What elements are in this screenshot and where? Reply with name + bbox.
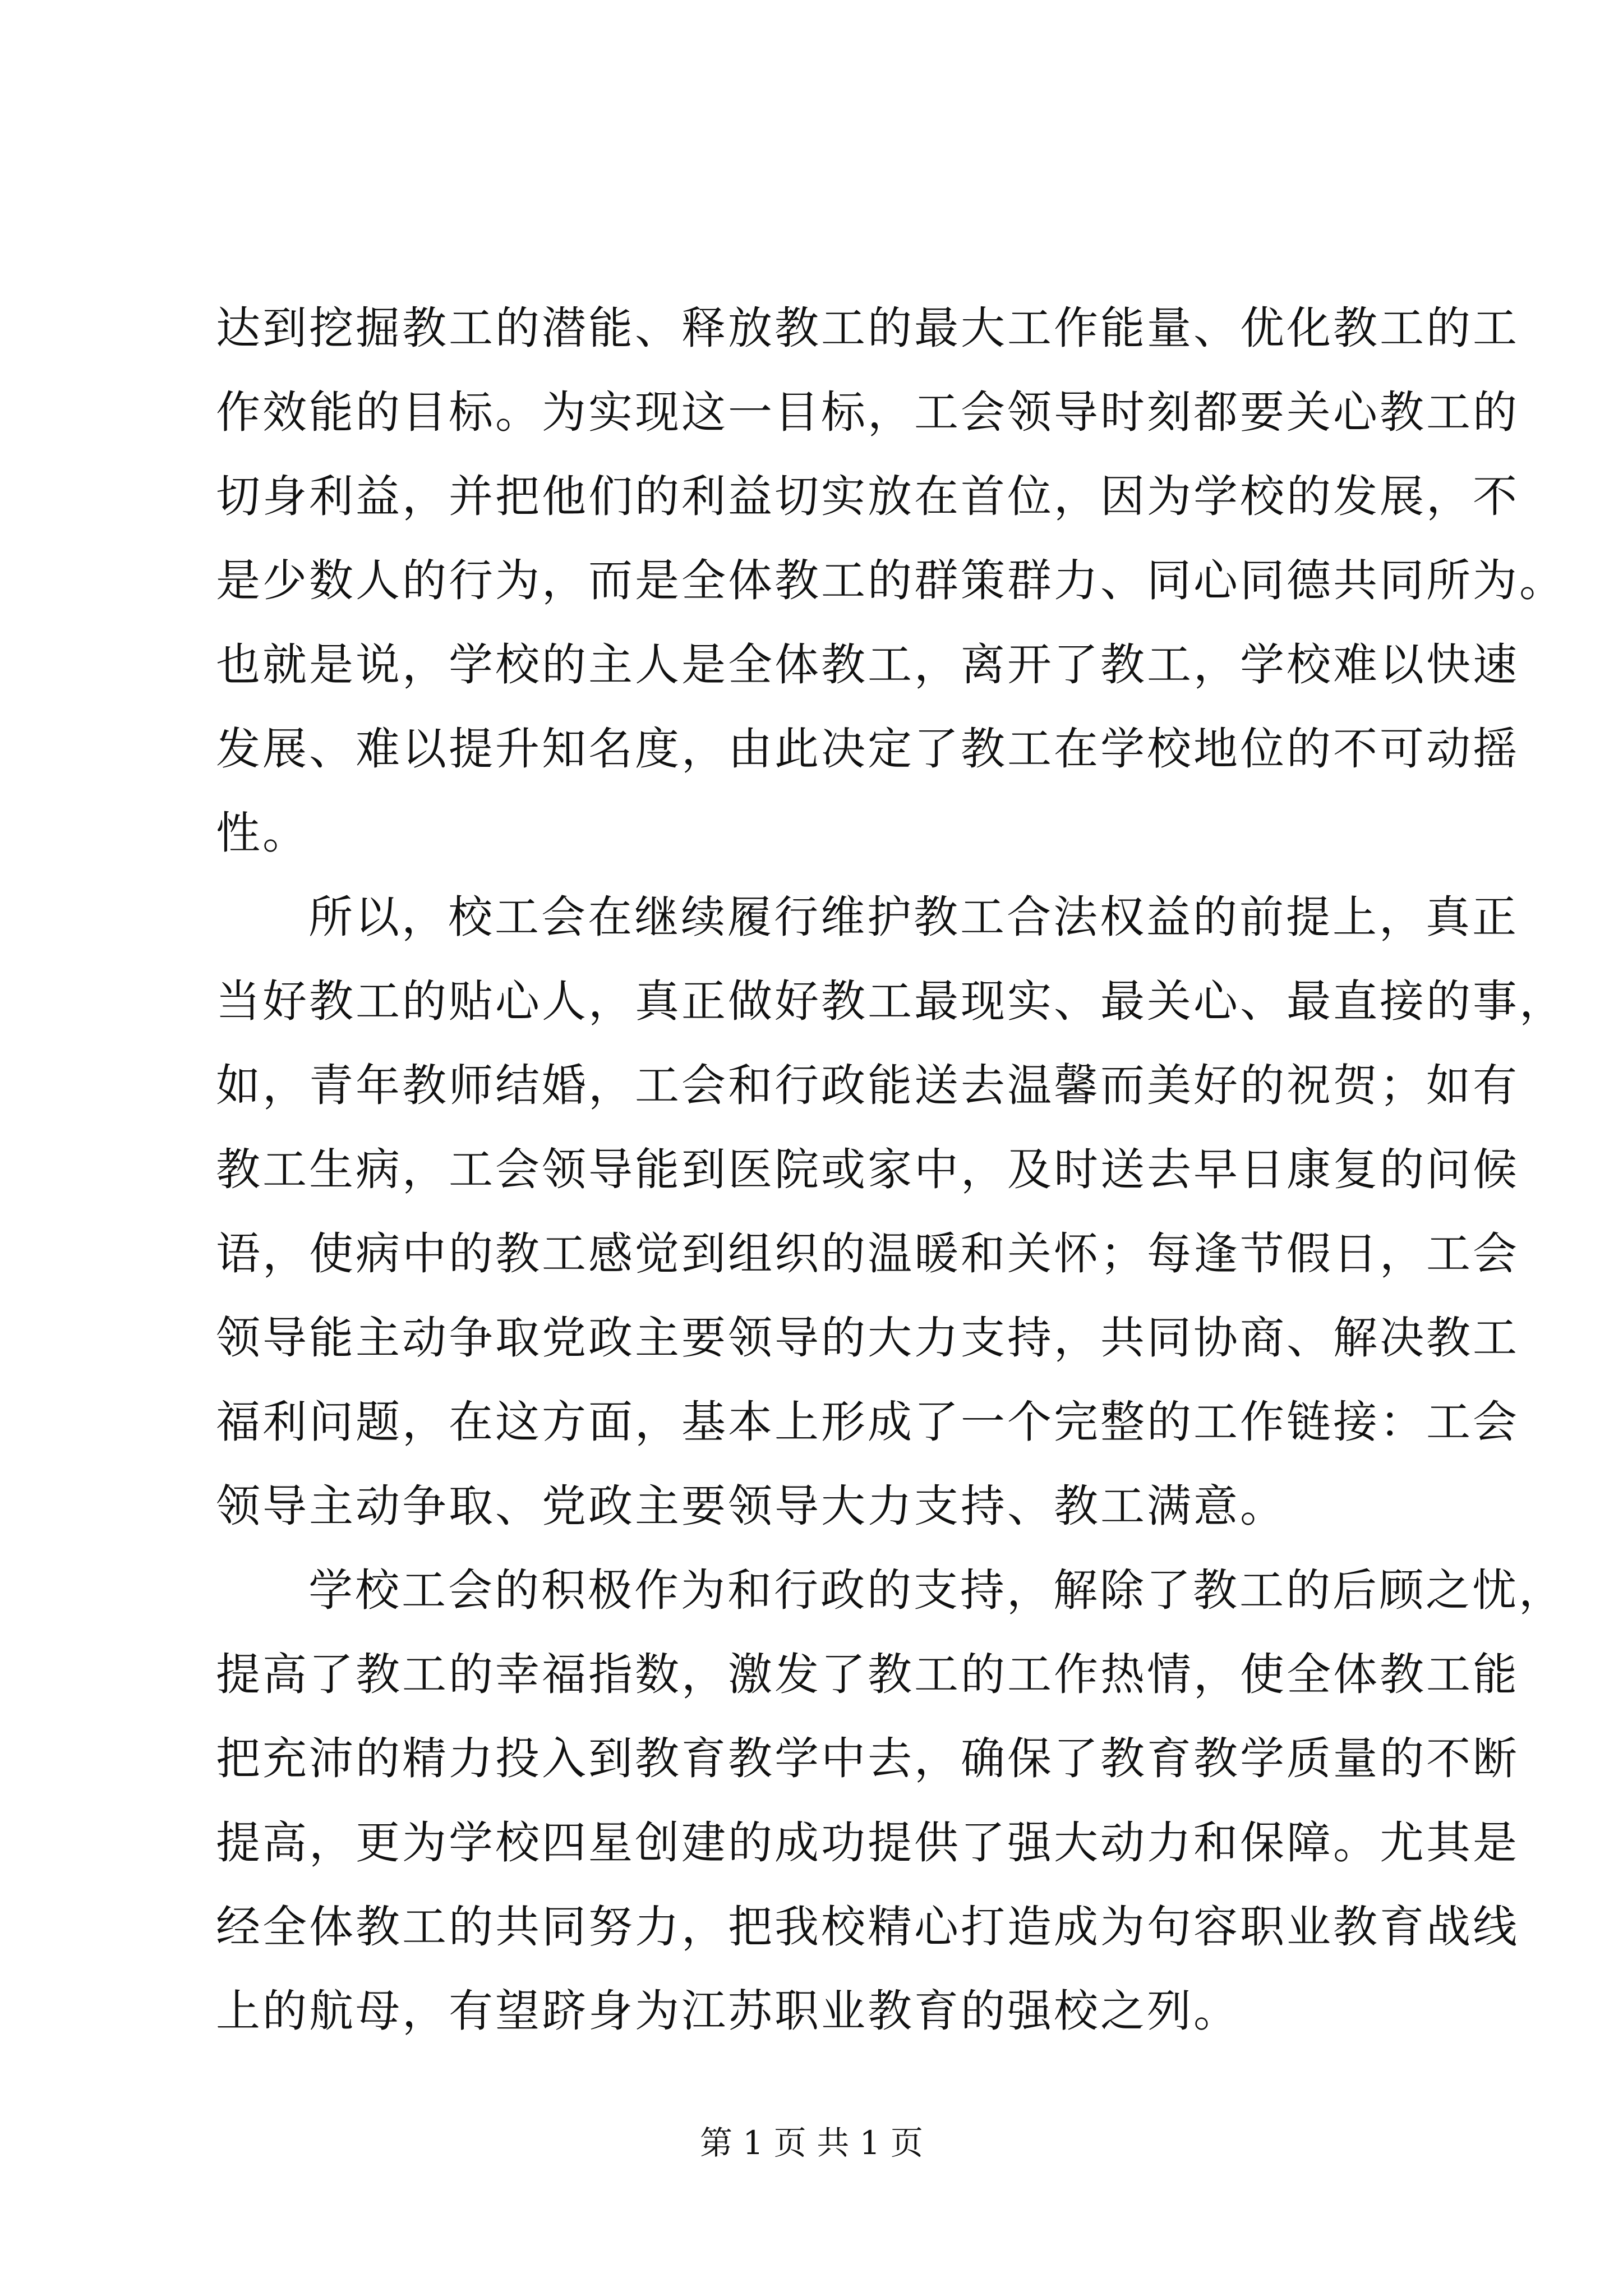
text-line: 也就是说，学校的主人是全体教工，离开了教工，学校难以快速: [216, 639, 1519, 691]
paragraph-start-line: 学校工会的积极作为和行政的支持，解除了教工的后顾之忧，: [308, 1565, 1565, 1616]
text-line: 上的航母，有望跻身为江苏职业教育的强校之列。: [216, 1985, 1240, 2037]
text-line: 语，使病中的教工感觉到组织的温暖和关怀；每逢节假日，工会: [216, 1228, 1519, 1280]
document-body: [216, 286, 1566, 2053]
text-line: 经全体教工的共同努力，把我校精心打造成为句容职业教育战线: [216, 1901, 1519, 1953]
text-line: 是少数人的行为，而是全体教工的群策群力、同心同德共同所为。: [216, 555, 1566, 606]
text-line: 当好教工的贴心人，真正做好教工最现实、最关心、最直接的事，: [216, 976, 1566, 1027]
text-line: 作效能的目标。为实现这一目标，工会领导时刻都要关心教工的: [216, 386, 1519, 438]
text-line: 性。: [216, 807, 309, 859]
text-line: 领导主动争取、党政主要领导大力支持、教工满意。: [216, 1480, 1287, 1532]
text-line: 达到挖掘教工的潜能、释放教工的最大工作能量、优化教工的工: [216, 302, 1519, 354]
text-line: 提高了教工的幸福指数，激发了教工的工作热情，使全体教工能: [216, 1649, 1519, 1700]
text-line: 福利问题，在这方面，基本上形成了一个完整的工作链接：工会: [216, 1396, 1519, 1448]
page-number: 第 1 页 共 1 页: [700, 2124, 923, 2162]
text-line: 如，青年教师结婚，工会和行政能送去温馨而美好的祝贺；如有: [216, 1060, 1519, 1111]
paragraph-start-line: 所以，校工会在继续履行维护教工合法权益的前提上，真正: [308, 891, 1519, 943]
text-line: 切身利益，并把他们的利益切实放在首位，因为学校的发展，不: [216, 471, 1519, 522]
text-line: 发展、难以提升知名度，由此决定了教工在学校地位的不可动摇: [216, 723, 1519, 775]
text-line: 教工生病，工会领导能到医院或家中，及时送去早日康复的问候: [216, 1144, 1519, 1195]
text-line: 领导能主动争取党政主要领导的大力支持，共同协商、解决教工: [216, 1312, 1519, 1364]
text-line: 提高，更为学校四星创建的成功提供了强大动力和保障。尤其是: [216, 1817, 1519, 1869]
text-line: 把充沛的精力投入到教育教学中去，确保了教育教学质量的不断: [216, 1733, 1519, 1784]
